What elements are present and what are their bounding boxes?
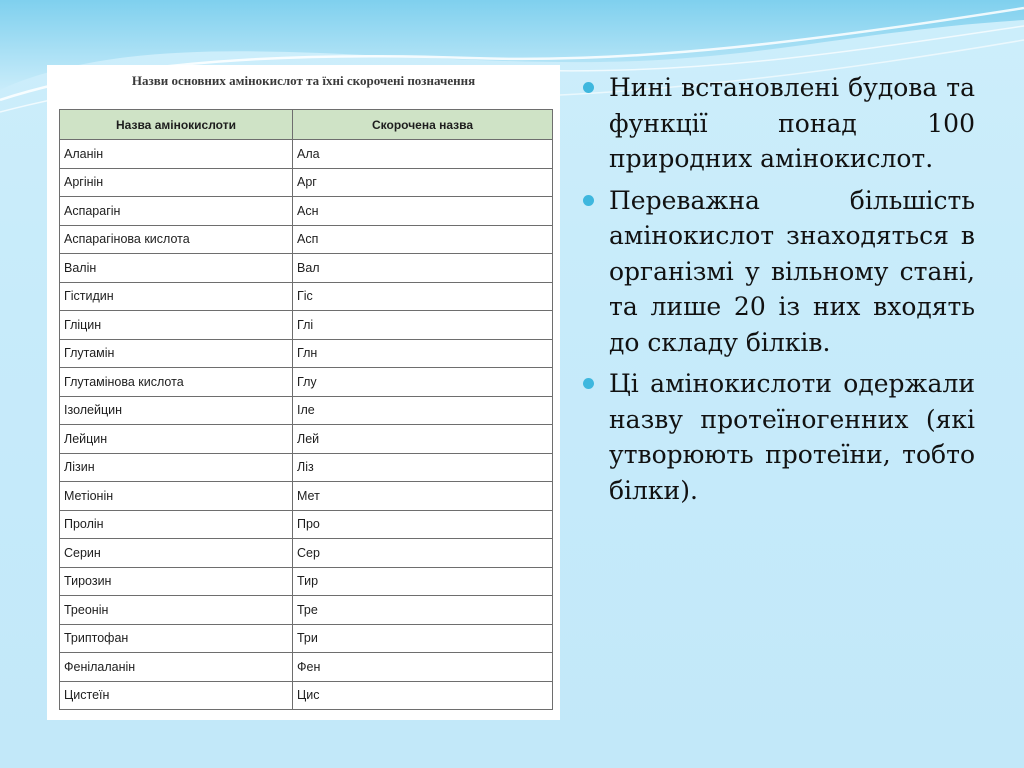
table-row bbox=[60, 339, 553, 368]
amino-acid-name-cell: Треонін bbox=[60, 596, 293, 625]
bullet-list bbox=[583, 70, 975, 514]
amino-acid-name-cell: Серин bbox=[60, 539, 293, 568]
table-row bbox=[60, 197, 553, 226]
abbreviation-cell: Іле bbox=[293, 396, 553, 425]
abbreviation-cell: Ала bbox=[293, 140, 553, 169]
amino-acid-name-cell: Тирозин bbox=[60, 567, 293, 596]
table-row bbox=[60, 254, 553, 283]
table-row bbox=[60, 653, 553, 682]
amino-acid-name-cell: Аргінін bbox=[60, 168, 293, 197]
abbreviation-cell: Три bbox=[293, 624, 553, 653]
table-row bbox=[60, 567, 553, 596]
abbreviation-cell: Асп bbox=[293, 225, 553, 254]
bullet-text: Нині встановлені будова та функції понад 100 природних амінокислот. bbox=[609, 73, 975, 173]
amino-acid-name-cell: Аспарагін bbox=[60, 197, 293, 226]
abbreviation-cell: Ліз bbox=[293, 453, 553, 482]
bullet-text: Переважна більшість амінокислот знаходяться в організмі у вільному стані, та лише 20 із них входять до складу білків. bbox=[609, 185, 975, 357]
bullet-text: Ці амінокислоти одержали назву протеїногенних (які утворюють протеїни, тобто білки). bbox=[609, 369, 975, 505]
table-row bbox=[60, 482, 553, 511]
bullet-item bbox=[583, 70, 975, 177]
abbreviation-cell: Тир bbox=[293, 567, 553, 596]
table-row bbox=[60, 396, 553, 425]
amino-acid-table-card bbox=[47, 65, 560, 720]
amino-acid-name-cell: Фенілаланін bbox=[60, 653, 293, 682]
abbreviation-cell: Сер bbox=[293, 539, 553, 568]
abbreviation-cell: Вал bbox=[293, 254, 553, 283]
abbreviation-cell: Лей bbox=[293, 425, 553, 454]
table-row bbox=[60, 425, 553, 454]
amino-acid-name-cell: Гліцин bbox=[60, 311, 293, 340]
table-row bbox=[60, 168, 553, 197]
table-header-row bbox=[60, 110, 553, 140]
abbreviation-cell: Мет bbox=[293, 482, 553, 511]
amino-acid-table bbox=[59, 109, 553, 710]
table-row bbox=[60, 453, 553, 482]
table-row bbox=[60, 539, 553, 568]
amino-acid-name-cell: Пролін bbox=[60, 510, 293, 539]
abbreviation-cell: Гіс bbox=[293, 282, 553, 311]
table-caption: Назви основних амінокислот та їхні скорочені позначення bbox=[131, 73, 476, 88]
abbreviation-cell: Глу bbox=[293, 368, 553, 397]
bullet-dot-icon bbox=[583, 82, 594, 93]
header-name-column: Назва амінокислоти bbox=[60, 110, 293, 140]
amino-acid-name-cell: Триптофан bbox=[60, 624, 293, 653]
bullet-dot-icon bbox=[583, 195, 594, 206]
table-row bbox=[60, 140, 553, 169]
table-row bbox=[60, 282, 553, 311]
amino-acid-name-cell: Цистеїн bbox=[60, 681, 293, 710]
amino-acid-name-cell: Глутамін bbox=[60, 339, 293, 368]
bullet-dot-icon bbox=[583, 378, 594, 389]
abbreviation-cell: Арг bbox=[293, 168, 553, 197]
abbreviation-cell: Асн bbox=[293, 197, 553, 226]
amino-acid-name-cell: Ізолейцин bbox=[60, 396, 293, 425]
bullet-item bbox=[583, 366, 975, 508]
abbreviation-cell: Тре bbox=[293, 596, 553, 625]
abbreviation-cell: Цис bbox=[293, 681, 553, 710]
table-row bbox=[60, 311, 553, 340]
amino-acid-name-cell: Валін bbox=[60, 254, 293, 283]
amino-acid-name-cell: Метіонін bbox=[60, 482, 293, 511]
amino-acid-name-cell: Глутамінова кислота bbox=[60, 368, 293, 397]
table-row bbox=[60, 596, 553, 625]
table-row bbox=[60, 624, 553, 653]
amino-acid-name-cell: Гістидин bbox=[60, 282, 293, 311]
abbreviation-cell: Про bbox=[293, 510, 553, 539]
amino-acid-name-cell: Аланін bbox=[60, 140, 293, 169]
table-row bbox=[60, 225, 553, 254]
abbreviation-cell: Фен bbox=[293, 653, 553, 682]
table-row bbox=[60, 681, 553, 710]
table-row bbox=[60, 368, 553, 397]
abbreviation-cell: Глі bbox=[293, 311, 553, 340]
bullet-item bbox=[583, 183, 975, 361]
amino-acid-name-cell: Лейцин bbox=[60, 425, 293, 454]
amino-acid-name-cell: Лізин bbox=[60, 453, 293, 482]
header-abbreviation-column: Скорочена назва bbox=[293, 110, 553, 140]
abbreviation-cell: Глн bbox=[293, 339, 553, 368]
amino-acid-name-cell: Аспарагінова кислота bbox=[60, 225, 293, 254]
table-row bbox=[60, 510, 553, 539]
